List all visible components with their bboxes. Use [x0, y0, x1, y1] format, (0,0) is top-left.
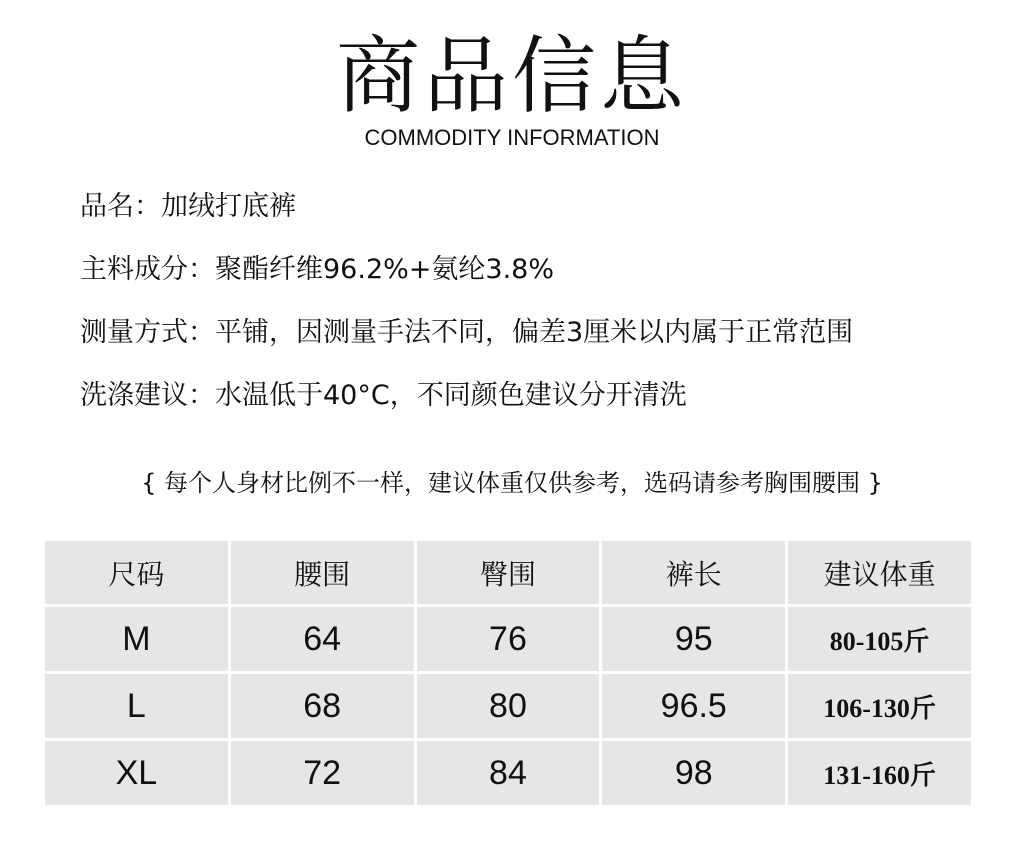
- cell-size: M: [45, 607, 228, 671]
- header-waist: 腰围: [231, 541, 414, 604]
- cell-length: 98: [602, 741, 785, 805]
- cell-hip: 84: [417, 741, 600, 805]
- info-value: 水温低于40°C，不同颜色建议分开清洗: [215, 380, 687, 411]
- info-label: 主料成分：: [80, 254, 215, 285]
- cell-weight: 106-130斤: [788, 674, 971, 738]
- info-label: 测量方式：: [80, 317, 215, 348]
- cell-weight: 131-160斤: [788, 741, 971, 805]
- page-subtitle: COMMODITY INFORMATION: [364, 125, 660, 150]
- size-note: { 每个人身材比例不一样，建议体重仅供参考，选码请参考胸围腰围 }: [141, 469, 883, 497]
- cell-weight: 80-105斤: [788, 607, 971, 671]
- header-length: 裤长: [602, 541, 785, 604]
- info-label: 品名：: [80, 191, 161, 222]
- info-value: 加绒打底裤: [161, 191, 296, 222]
- header-hip: 臀围: [417, 541, 600, 604]
- cell-length: 96.5: [602, 674, 785, 738]
- info-value: 聚酯纤维96.2%+氨纶3.8%: [215, 254, 554, 285]
- cell-length: 95: [602, 607, 785, 671]
- info-label: 洗涤建议：: [80, 380, 215, 411]
- table-header-row: [45, 541, 971, 604]
- info-value: 平铺，因测量手法不同，偏差3厘米以内属于正常范围: [215, 317, 854, 348]
- info-row-material: [80, 253, 554, 287]
- cell-waist: 68: [231, 674, 414, 738]
- header-size: 尺码: [45, 541, 228, 604]
- cell-size: XL: [45, 741, 228, 805]
- cell-hip: 80: [417, 674, 600, 738]
- page-title: 商品信息: [335, 27, 688, 125]
- info-row-washing: [80, 379, 687, 413]
- info-row-product-name: [80, 190, 296, 224]
- cell-waist: 64: [231, 607, 414, 671]
- cell-hip: 76: [417, 607, 600, 671]
- size-table: [42, 538, 974, 808]
- table-row: [45, 674, 971, 738]
- cell-waist: 72: [231, 741, 414, 805]
- cell-size: L: [45, 674, 228, 738]
- table-row: [45, 741, 971, 805]
- info-row-measurement: [80, 316, 853, 350]
- header-weight: 建议体重: [788, 541, 971, 604]
- table-row: [45, 607, 971, 671]
